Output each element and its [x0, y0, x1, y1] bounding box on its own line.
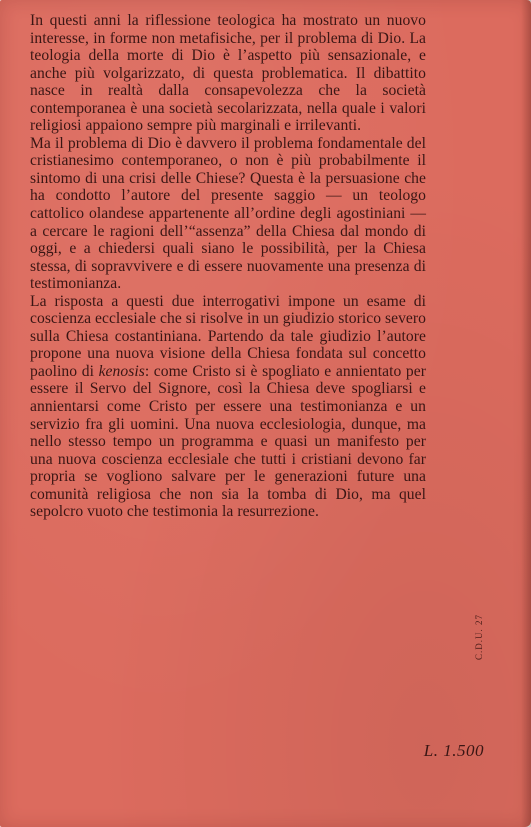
blurb-paragraph-3-text-start: La risposta a questi due interrogativi impone un esame di coscienza ecclesiale che si risolve in un giudizio storico severo sulla Chiesa costantiniana. Partendo da tale giudizio l’autore propone una nuova visione della Chiesa fondata sul concetto paolino di: [30, 292, 426, 380]
blurb-paragraph-2-text: Ma il problema di Dio è davvero il problema fondamentale del cristianesimo contemporaneo, o non è più probabilmente il sintomo di una crisi delle Chiese? Questa è la persuasione che ha condotto l’autore del presente saggio — un teologo cattolico olandese appartenente all’ordine degli agostiniani — a cercare le ragioni dell’“assenza” della Chiesa dal mondo di oggi, e a chiedersi quali siano le possibilità, per la Chiesa stessa, di sopravvivere e di essere nuovamente una presenza di testimonianza.: [30, 134, 426, 293]
catalog-code: C.D.U. 27: [474, 613, 484, 660]
blurb-paragraph-3: [30, 293, 426, 521]
cover-edge-shadow: [521, 0, 531, 827]
price-label: L. 1.500: [423, 741, 484, 760]
blurb-paragraph-1: [30, 12, 426, 135]
blurb-paragraph-2: [30, 135, 426, 293]
blurb-text: [30, 12, 426, 521]
blurb-paragraph-3-text-end: : come Cristo si è spogliato e annientato per essere il Servo del Signore, così la Chiesa deve spogliarsi e annientarsi come Cristo per essere una testimonianza e un servizio fra gli uomini. Una nuova ecclesiologia, dunque, ma nello stesso tempo un programma e quasi un manifesto per una nuova coscienza ecclesiale che tutti i cristiani devono far propria se vogliono salvare per le generazioni future una comunità religiosa che non sia la tomba di Dio, ma quel sepolcro vuoto che testimonia la resurrezione.: [30, 362, 426, 521]
blurb-italic-term: kenosis: [98, 362, 145, 380]
blurb-paragraph-1-text: In questi anni la riflessione teologica ha mostrato un nuovo interesse, in forme non metafisiche, per il problema di Dio. La teologia della morte di Dio è l’aspetto più sensazionale, e anche più volgarizzato, di questa problematica. Il dibattito nasce in realtà dalla consapevolezza che la società contemporanea è una società secolarizzata, nella quale i valori religiosi appaiono sempre più marginali e irrilevanti.: [30, 12, 426, 135]
